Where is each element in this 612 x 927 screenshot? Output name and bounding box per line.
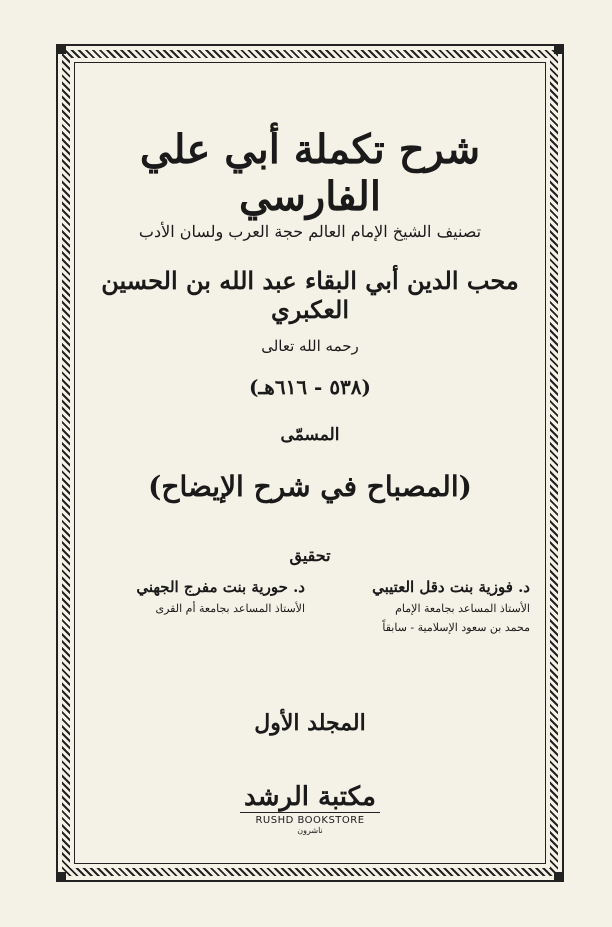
- tahqiq-label: تحقيق: [289, 546, 331, 565]
- border-corner: [56, 44, 66, 54]
- called-label: المسمّى: [280, 425, 340, 445]
- book-title: شرح تكملة أبي علي الفارسي: [139, 126, 481, 220]
- volume-label: المجلد الأول: [254, 710, 366, 736]
- editor-2: [90, 578, 305, 615]
- authoring-line: تصنيف الشيخ الإمام العالم حجة العرب ولسان الأدب: [138, 222, 482, 241]
- author-dates: (٥٣٨ - ٦١٦هـ): [248, 375, 372, 399]
- publisher-logo: [240, 782, 380, 836]
- editor-name: د. حورية بنت مفرج الجهني: [136, 578, 305, 596]
- title-page: [90, 70, 530, 860]
- publisher-name-english: RUSHD BOOKSTORE: [240, 812, 380, 826]
- editor-1: [315, 578, 530, 634]
- border-corner: [56, 872, 66, 882]
- publisher-name-arabic: مكتبة الرشد: [244, 782, 376, 812]
- editor-role: محمد بن سعود الإسلامية - سابقاً: [382, 621, 530, 634]
- blessing: رحمه الله تعالى: [261, 337, 359, 355]
- border-corner: [554, 44, 564, 54]
- publisher-sub: ناشرون: [297, 826, 323, 835]
- editor-name: د. فوزية بنت دقل العتيبي: [372, 578, 530, 596]
- editor-role: الأستاذ المساعد بجامعة الإمام: [395, 602, 530, 615]
- author-name: محب الدين أبي البقاء عبد الله بن الحسين العكبري: [101, 266, 519, 324]
- book-subtitle: (المصباح في شرح الإيضاح): [148, 470, 472, 503]
- editor-role: الأستاذ المساعد بجامعة أم القرى: [155, 602, 305, 615]
- border-corner: [554, 872, 564, 882]
